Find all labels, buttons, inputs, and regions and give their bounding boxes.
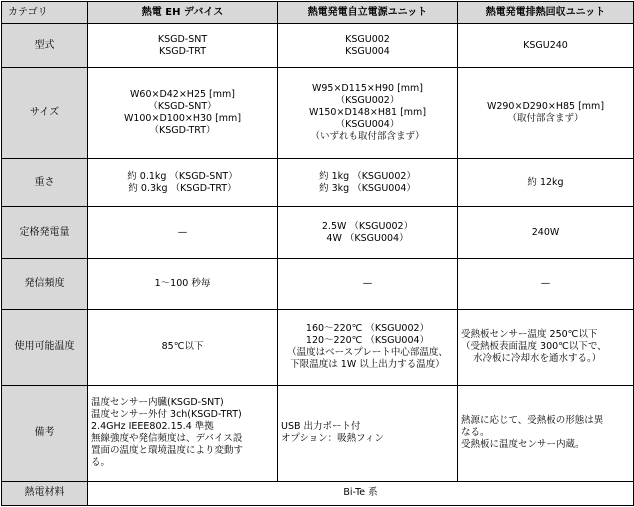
cell-heat-recovery-unit: 受熱板センサー温度 250℃以下 （受熱板表面温度 300℃以下で、 水冷板に冷却水を通水する。） — [458, 309, 634, 385]
material-row — [2, 481, 634, 505]
table-row — [2, 309, 634, 385]
cell-power-unit: 160～220℃ （KSGU002） 120～220℃ （KSGU004） （温度はベースプレート中心部温度、 下限温度は 1W 以上出力する温度） — [278, 309, 458, 385]
cell-eh-device: KSGD-SNT KSGD-TRT — [88, 24, 278, 68]
row-label: 備考 — [2, 385, 88, 481]
cell-eh-device: 約 0.1kg （KSGD-SNT） 約 0.3kg （KSGD-TRT） — [88, 159, 278, 207]
table-row — [2, 159, 634, 207]
cell-heat-recovery-unit: — — [458, 259, 634, 309]
row-label: 重さ — [2, 159, 88, 207]
table-row — [2, 24, 634, 68]
cell-power-unit: USB 出力ポート付 オプション：吸熱フィン — [278, 385, 458, 481]
cell-power-unit: — — [278, 259, 458, 309]
row-label: 型式 — [2, 24, 88, 68]
cell-heat-recovery-unit: W290×D290×H85 [mm] （取付部含まず） — [458, 68, 634, 159]
header-eh-device: 熱電 EH デバイス — [88, 2, 278, 24]
header-power-unit: 熱電発電自立電源ユニット — [278, 2, 458, 24]
header-heat-recovery-unit: 熱電発電排熱回収ユニット — [458, 2, 634, 24]
row-label: 定格発電量 — [2, 207, 88, 259]
cell-heat-recovery-unit: 約 12kg — [458, 159, 634, 207]
table-row — [2, 207, 634, 259]
row-label: 発信頻度 — [2, 259, 88, 309]
material-value: Bi-Te 系 — [88, 481, 634, 505]
cell-power-unit: 約 1kg （KSGU002） 約 3kg （KSGU004） — [278, 159, 458, 207]
header-row — [2, 2, 634, 24]
cell-heat-recovery-unit: 240W — [458, 207, 634, 259]
row-label: 熱電材料 — [2, 481, 88, 505]
cell-power-unit: KSGU002 KSGU004 — [278, 24, 458, 68]
cell-heat-recovery-unit: KSGU240 — [458, 24, 634, 68]
cell-eh-device: — — [88, 207, 278, 259]
table-row — [2, 385, 634, 481]
table-row — [2, 68, 634, 159]
cell-heat-recovery-unit: 熱源に応じて、受熱板の形態は異 なる。 受熱板に温度センサー内蔵。 — [458, 385, 634, 481]
cell-power-unit: 2.5W （KSGU002） 4W （KSGU004） — [278, 207, 458, 259]
cell-eh-device: 85℃以下 — [88, 309, 278, 385]
cell-power-unit: W95×D115×H90 [mm] （KSGU002） W150×D148×H81 [mm] （KSGU004） （いずれも取付部含まず） — [278, 68, 458, 159]
row-label: サイズ — [2, 68, 88, 159]
header-category: カテゴリ — [2, 2, 88, 24]
cell-eh-device: 1～100 秒毎 — [88, 259, 278, 309]
cell-eh-device: 温度センサー内臓(KSGD-SNT) 温度センサー外付 3ch(KSGD-TRT) 2.4GHz IEEE802.15.4 準拠 無線強度や発信頻度は、デバイス設 置面の温度と環境温度により変動す る。 — [88, 385, 278, 481]
table-row — [2, 259, 634, 309]
row-label: 使用可能温度 — [2, 309, 88, 385]
cell-eh-device: W60×D42×H25 [mm] （KSGD-SNT） W100×D100×H30 [mm] （KSGD-TRT） — [88, 68, 278, 159]
spec-table — [1, 1, 634, 506]
